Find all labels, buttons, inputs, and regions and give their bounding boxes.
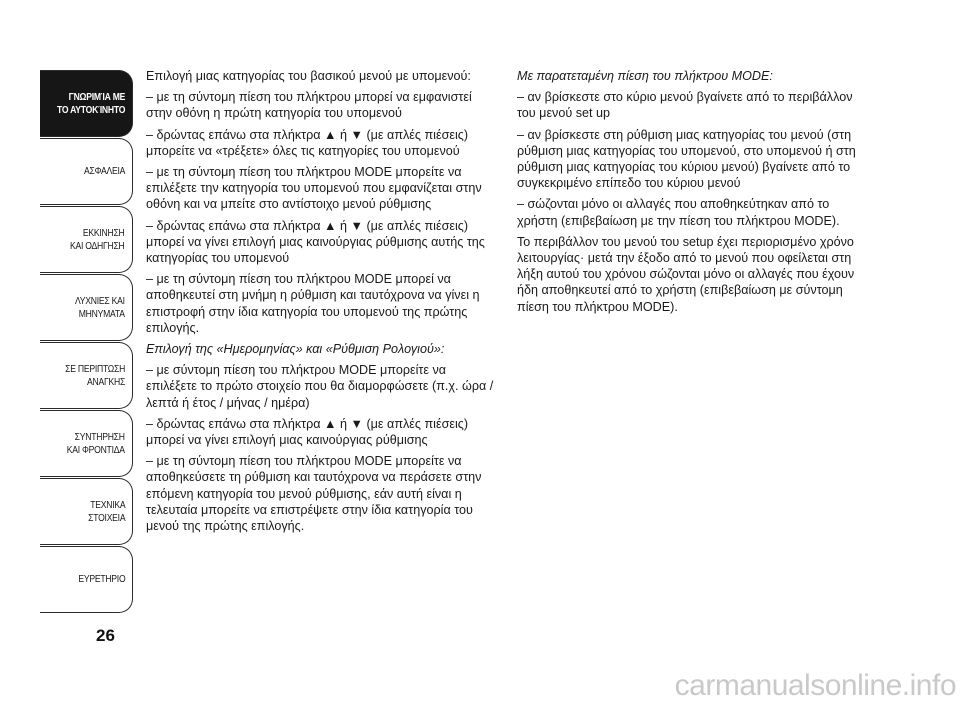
tab-label: ΕΚΚΙΝΗΣΗ ΚΑΙ ΟΔΗΓΗΣΗ bbox=[70, 226, 125, 252]
tab-label: ΣΕ ΠΕΡΙΠΤΩΣΗ ΑΝΑΓΚΗΣ bbox=[65, 362, 125, 388]
watermark: carmanualsonline.info bbox=[674, 669, 956, 702]
tab-emergency[interactable] bbox=[40, 342, 133, 409]
paragraph: – δρώντας επάνω στα πλήκτρα ▲ ή ▼ (με απλές πιέσεις) μπορεί να γίνει επιλογή μιας καινούργιας ρύθμισης αυτής της κατηγορίας του υπομενού bbox=[146, 218, 485, 266]
tab-index[interactable] bbox=[40, 546, 133, 613]
paragraph: – με τη σύντομη πίεση του πλήκτρου MODE μπορεί να αποθηκευτεί στη μνήμη η ρύθμιση και ταυτόχρονα να γίνει η επιστροφή στην ίδια κατηγορία του υπομενού της πρώτης επιλογής. bbox=[146, 272, 480, 335]
tab-label: ΣΥΝΤΗΡΗΣΗ ΚΑΙ ΦΡΟΝΤΙΔΑ bbox=[66, 430, 125, 456]
tab-label: ΓΝΩΡΙΜΊΑ ΜΕ ΤΟ ΑΥΤΟΚΊΝΗΤΟ bbox=[56, 90, 125, 116]
paragraph: – δρώντας επάνω στα πλήκτρα ▲ ή ▼ (με απλές πιέσεις) μπορείτε να «τρέξετε» όλες τις κατηγορίες του υπομενού bbox=[146, 127, 469, 158]
paragraph: – σώζονται μόνο οι αλλαγές που αποθηκεύτηκαν από το χρήστη (επιβεβαίωση με την πίεση του πλήκτρου MODE). bbox=[517, 197, 840, 228]
text-column-right bbox=[517, 68, 867, 320]
paragraph: – αν βρίσκεστε στο κύριο μενού βγαίνετε από το περιβάλλον του μενού set up bbox=[517, 90, 853, 121]
paragraph: – με τη σύντομη πίεση του πλήκτρου MODE μπορείτε να επιλέξετε την κατηγορία του υπομενού που εμφανίζεται στην οθόνη και να μπείτε στο αντίστοιχο μενού ρύθμισης bbox=[146, 165, 482, 212]
paragraph: – με σύντομη πίεση του πλήκτρου MODE μπορείτε να επιλέξετε το πρώτο στοιχείο που θα διαμορφώσετε (π.χ. ώρα / λεπτά ή έτος / μήνας / ημέρα) bbox=[146, 363, 494, 410]
tab-label: ΤΕΧΝΙΚΑ ΣΤΟΙΧΕΙΑ bbox=[87, 498, 125, 524]
tab-warning-lights[interactable] bbox=[40, 274, 133, 341]
tab-label: ΕΥΡΕΤΗΡΙΟ bbox=[77, 573, 125, 585]
text-column-left bbox=[146, 68, 496, 539]
chapter-sidebar bbox=[40, 70, 133, 614]
paragraph: – αν βρίσκεστε στη ρύθμιση μιας κατηγορίας του μενού (στη ρύθμιση μιας κατηγορίας του υπομενού, στο υπομενού ή στη ρύθμιση μιας κατηγορίας του κύριου μενού) βγαίνετε από το συγκεκριμένο επίπεδο του κύριου μενού bbox=[517, 127, 856, 191]
tab-starting-driving[interactable] bbox=[40, 206, 133, 273]
paragraph: – με τη σύντομη πίεση του πλήκτρου μπορεί να εμφανιστεί στην οθόνη η πρώτη κατηγορία του υπομενού bbox=[146, 90, 472, 121]
paragraph: Το περιβάλλον του μενού του setup έχει περιορισμένο χρόνο λειτουργίας· μετά την έξοδο από το μενού που οφείλεται στη λήξη αυτού του χρόνου σώζονται μόνο οι αλλαγές που έχουν ήδη αποθηκευτεί από το χρήστη (επιβεβαίωση με σύντομη πίεση του πλήκτρου MODE). bbox=[517, 234, 855, 314]
tab-maintenance[interactable] bbox=[40, 410, 133, 477]
tab-safety[interactable] bbox=[40, 138, 133, 205]
tab-label: ΛΥΧΝΙΕΣ ΚΑΙ ΜΗΝΥΜΑΤΑ bbox=[75, 294, 125, 320]
paragraph: Επιλογή μιας κατηγορίας του βασικού μενού με υπομενού: bbox=[146, 69, 471, 83]
paragraph: – δρώντας επάνω στα πλήκτρα ▲ ή ▼ (με απλές πιέσεις) μπορεί να γίνει επιλογή μιας καινούργιας ρύθμισης bbox=[146, 416, 469, 448]
paragraph: – με τη σύντομη πίεση του πλήκτρου MODE μπορείτε να αποθηκεύσετε τη ρύθμιση και ταυτόχρονα να περάσετε στην επόμενη κατηγορία του μενού ρύθμισης, εάν αυτή είναι η τελευταία μπορείτε να επιστρέψετε στην ίδια κατηγορία του μενού της πρώτης επιλογής. bbox=[146, 454, 482, 534]
page-number: 26 bbox=[96, 626, 115, 645]
tab-label: ΑΣΦΑΛΕΙΑ bbox=[83, 165, 125, 177]
tab-technical-data[interactable] bbox=[40, 478, 133, 545]
section-heading: Επιλογή της «Ημερομηνίας» και «Ρύθμιση Ρολογιού»: bbox=[146, 342, 445, 357]
tab-getting-to-know-car[interactable] bbox=[40, 70, 133, 137]
section-heading: Με παρατεταμένη πίεση του πλήκτρου MODE: bbox=[517, 69, 773, 83]
